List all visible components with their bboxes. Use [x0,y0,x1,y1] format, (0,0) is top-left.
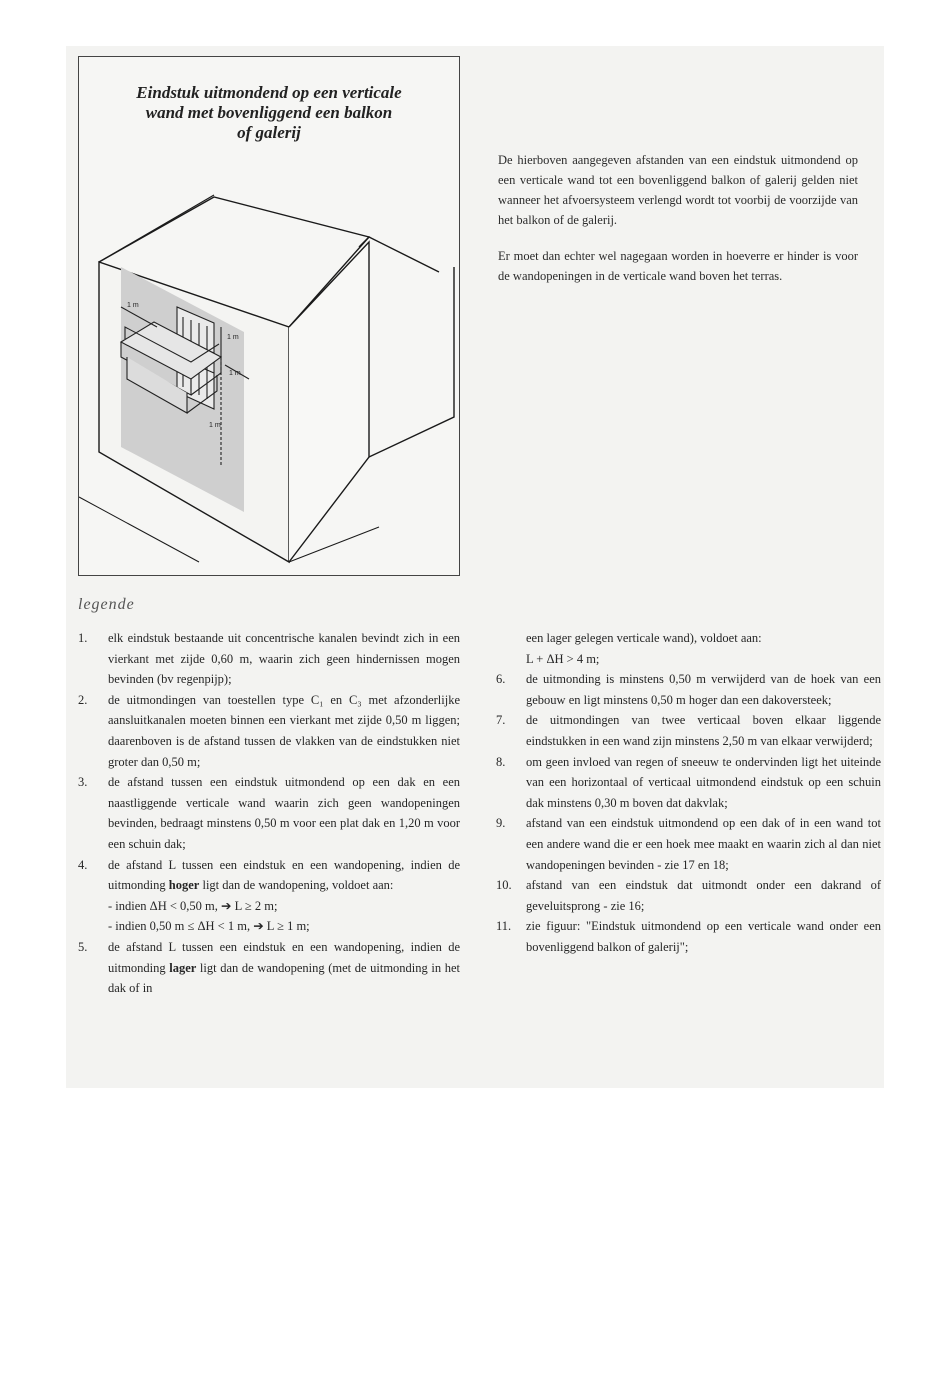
intro-paragraph: De hierboven aangegeven afstanden van een eindstuk uitmondend op een verticale wand tot een bovenliggend balkon of galerij gelden niet wanneer het afvoersysteem verlengd wordt tot voorbij de voorzijde van het balkon of de galerij. [498,153,858,227]
legend-item [496,813,881,875]
legend-item [78,772,460,854]
item-number: 3. [78,775,88,790]
item-number: 9. [496,816,506,831]
item-text-bold: hoger [168,878,200,893]
item-text: afstand van een eindstuk uitmondend op een dak of in een wand tot een andere wand die er een hoek mee maakt en waarin zich al dan niet wandopeningen bevinden - zie 17 en 18; [526,816,881,872]
dim-label-4: 1 m [209,422,221,429]
item-text-part: de afstand L tussen een eindstuk en een wandopening, indien de uitmonding [108,857,460,893]
side-wall [289,242,369,562]
legend-item [496,916,881,957]
figure-title: Eindstuk uitmondend op een verticale wand met bovenliggend een balkon of galerij [136,83,402,142]
legend-item [496,669,881,710]
item-number: 1. [78,631,88,645]
item-text [108,855,460,937]
figure-frame [78,56,460,576]
legend-item [78,937,460,999]
item-text-part: ligt dan de wandopening, voldoet aan: [199,878,394,893]
item-text: zie figuur: "Eindstuk uitmondend op een verticale wand onder een bovenliggend balkon of galerij"; [526,919,881,954]
legend-item [496,710,881,751]
legend-item [496,875,881,916]
legend-column-right [496,628,881,958]
item-text: elk eindstuk bestaande uit concentrische kanalen bevindt zich in een vierkant met zijde 0,60 m, waarin zich geen hindernissen mogen bevinden (bv regenpijp); [108,631,460,687]
legend-item [496,752,881,814]
item-text: de uitmondingen van toestellen type C₁ en C₃ met afzonderlijke aansluitkanalen moeten binnen een vierkant met zijde 0,50 m liggen; daarenboven is de afstand tussen de vlakken van de eindstukken niet groter dan 0,50 m; [108,692,460,769]
intro-paragraph: Er moet dan echter wel nagegaan worden in hoeverre er hinder is voor de wandopeningen in de verticale wand boven het terras. [498,249,858,283]
item-text: de uitmondingen van twee verticaal boven elkaar liggende eindstukken in een wand zijn minstens 2,50 m van elkaar verwijderd; [526,713,881,748]
legend-item [78,855,460,937]
dim-label-2: 1 m [227,334,239,341]
item-number: 7. [496,713,506,728]
item-number: 10. [496,878,512,893]
item-number: 11. [496,919,512,934]
dim-label-1: 1 m [127,302,139,309]
dim-label-3: 1 m [229,370,241,377]
item-number: 5. [78,939,88,954]
item-number: 2. [78,692,88,707]
item-text-part: ligt dan de wandopening (met de uitmonding in het dak of in [108,960,460,996]
item-text-bold: lager [169,960,197,975]
item-number: 4. [78,857,88,872]
house-balcony-illustration [79,57,459,575]
item-text: de uitmonding is minstens 0,50 m verwijderd van de hoek van een gebouw en ligt minstens 0,50 m hoger dan een dakoversteek; [526,672,881,707]
legend-heading: legende [78,596,135,613]
legend-item [78,628,460,690]
item-text [108,937,460,999]
legend-item [78,690,460,772]
item-text: de afstand tussen een eindstuk uitmondend op een dak en een naastliggende verticale wand waarin zich geen wandopeningen bevinden, bedraagt minstens 0,50 m voor een plat dak en 1,20 m voor een schuin dak; [108,775,460,851]
item-continuation: een lager gelegen verticale wand), voldoet aan: [526,631,762,645]
item-formula: L + ΔH > 4 m; [526,651,600,666]
intro-text [498,150,858,302]
item-text-part: de afstand L tussen een eindstuk en een wandopening, indien de uitmonding [108,939,460,975]
item-text: om geen invloed van regen of sneeuw te ondervinden ligt het uiteinde van een horizontaal of verticaal uitmondend eindstuk op een schuin dak minstens 0,30 m boven dat dakvlak; [526,754,881,810]
condition-line: - indien ΔH < 0,50 m, ➔ L ≥ 2 m; [108,898,278,913]
legend-column-left [78,628,460,999]
item-number: 6. [496,672,506,687]
item-number: 8. [496,754,506,769]
item-text: afstand van een eindstuk dat uitmondt onder een dakrand of geveluitsprong - zie 16; [526,878,881,913]
condition-line: - indien 0,50 m ≤ ΔH < 1 m, ➔ L ≥ 1 m; [108,919,310,934]
